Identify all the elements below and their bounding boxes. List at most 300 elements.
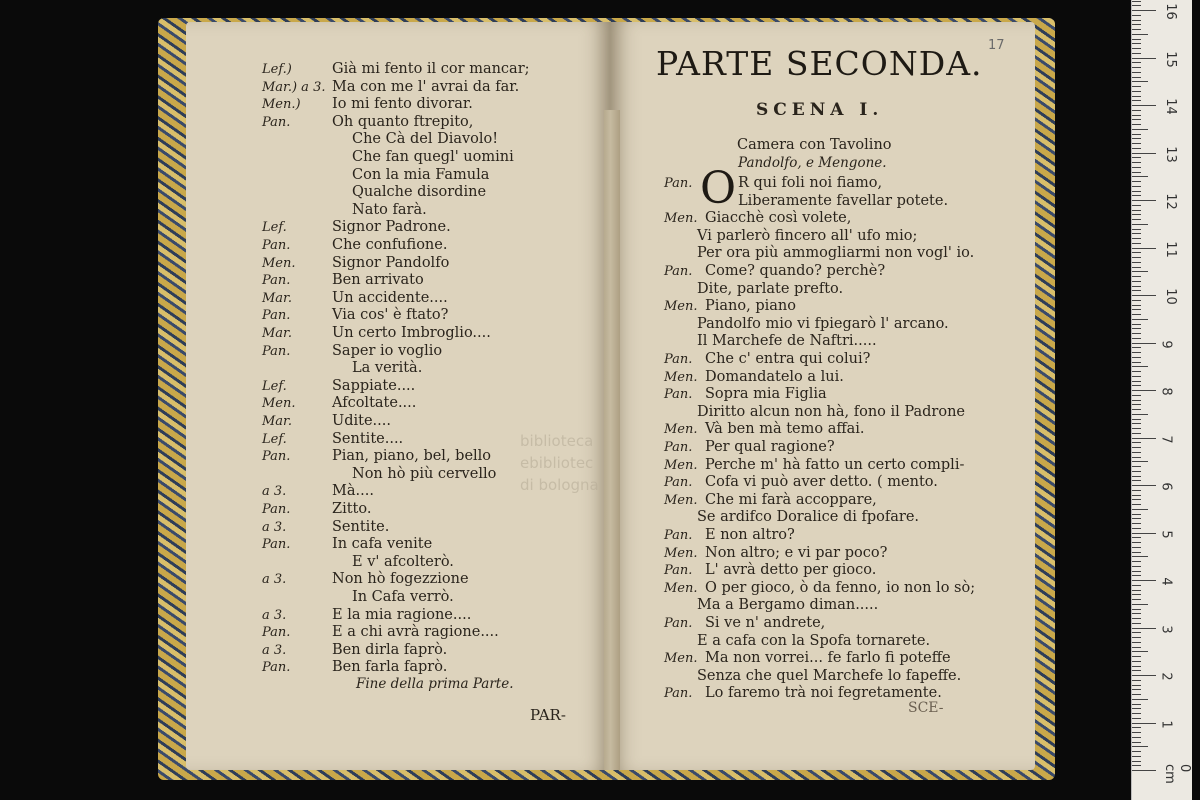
verse-line: Liberamente favellar potete.	[738, 192, 949, 209]
speaker-label: Pan.	[664, 176, 693, 191]
ruler-tick	[1132, 357, 1141, 358]
verse-line: O per gioco, ò da fenno, io non lo sò;	[705, 579, 976, 596]
verse-line: Che confufione.	[332, 237, 448, 253]
ruler-tick	[1132, 91, 1141, 92]
ruler-tick	[1132, 20, 1141, 21]
ruler-tick	[1132, 642, 1141, 643]
verse-line: E non altro?	[705, 527, 795, 543]
ruler-number: 0 cm	[1162, 764, 1192, 784]
ruler-tick	[1132, 419, 1141, 420]
verse-line: Il Marchefe de Naftri.....	[697, 333, 877, 350]
verse-line: Se ardifco Doralice di fpofare.	[697, 509, 920, 526]
speaker-label: Mar.	[262, 414, 292, 429]
speaker-label: Pan.	[664, 440, 693, 455]
ruler-tick	[1132, 385, 1141, 386]
ruler-tick	[1132, 528, 1141, 529]
verse-line: Per ora più ammogliarmi non vogl' io.	[697, 245, 975, 262]
ruler-tick	[1132, 566, 1141, 567]
ruler-tick	[1132, 480, 1141, 481]
speaker-label: Men.	[664, 545, 698, 561]
ruler-tick	[1132, 238, 1141, 239]
speaker-label: Men.	[664, 492, 698, 508]
speaker-label: Pan.	[262, 660, 291, 676]
ruler-tick	[1132, 262, 1141, 263]
ruler-tick	[1132, 352, 1141, 353]
ruler-tick	[1132, 267, 1141, 268]
verse-line: Che c' entra qui colui?	[705, 351, 871, 367]
ruler-tick	[1132, 205, 1141, 206]
ruler-tick	[1132, 742, 1141, 743]
speaker-label: Lef.)	[262, 62, 292, 77]
catchword-left: PAR-	[530, 706, 566, 724]
ruler-tick	[1132, 252, 1141, 253]
ruler-tick	[1132, 685, 1141, 686]
ruler-tick	[1132, 10, 1156, 11]
ruler-number: 13	[1162, 145, 1178, 163]
ruler-tick	[1132, 167, 1141, 168]
measuring-ruler	[1131, 0, 1192, 800]
ruler-tick	[1132, 366, 1148, 367]
verse-line: E a chi avrà ragione....	[332, 624, 499, 641]
verse-line: Sentite....	[332, 430, 404, 447]
ruler-number: 11	[1162, 240, 1178, 258]
verse-line: E la mia ragione....	[332, 606, 472, 623]
speaker-label: Pan.	[262, 273, 291, 289]
ruler-tick	[1132, 243, 1141, 244]
ruler-tick	[1132, 276, 1141, 277]
ruler-tick	[1132, 723, 1156, 724]
ruler-tick	[1132, 300, 1141, 301]
verse-line: Nato farà.	[352, 201, 427, 218]
verse-line: Già mi fento il cor mancar;	[332, 61, 530, 77]
ruler-tick	[1132, 138, 1141, 139]
ruler-tick	[1132, 15, 1141, 16]
ruler-tick	[1132, 395, 1141, 396]
ruler-tick	[1132, 58, 1156, 59]
ruler-tick	[1132, 305, 1141, 306]
ruler-tick	[1132, 324, 1141, 325]
ruler-tick	[1132, 5, 1141, 6]
ruler-tick	[1132, 746, 1148, 747]
ruler-tick	[1132, 656, 1141, 657]
ruler-tick	[1132, 309, 1141, 310]
ruler-tick	[1132, 414, 1148, 415]
verse-line: Senza che quel Marchefe lo fapeffe.	[697, 667, 962, 684]
ruler-tick	[1132, 29, 1141, 30]
speaker-label: Men.	[664, 369, 698, 385]
ruler-tick	[1132, 105, 1156, 106]
ruler-tick	[1132, 24, 1141, 25]
verse-line: Io mi fento divorar.	[332, 96, 473, 113]
ruler-tick	[1132, 200, 1156, 201]
ruler-tick	[1132, 618, 1141, 619]
speaker-label: Pan.	[664, 528, 693, 543]
catchword-right: SCE-	[908, 700, 944, 716]
ruler-tick	[1132, 428, 1141, 429]
speaker-label: Lef.	[262, 220, 287, 236]
ruler-tick	[1132, 514, 1141, 515]
verse-line: Sentite.	[332, 518, 390, 535]
ruler-tick	[1132, 186, 1141, 187]
verse-line: Non hò più cervello	[352, 465, 497, 482]
speaker-label: Pan.	[664, 616, 693, 631]
ruler-tick	[1132, 718, 1141, 719]
ruler-tick	[1132, 613, 1141, 614]
ruler-tick	[1132, 100, 1141, 101]
speaker-label: Pan.	[262, 238, 291, 253]
verse-line: Ben dirla faprò.	[332, 641, 448, 658]
ruler-tick	[1132, 447, 1141, 448]
ruler-tick	[1132, 210, 1141, 211]
speaker-label: Men.	[664, 211, 698, 227]
ruler-tick	[1132, 708, 1141, 709]
ruler-tick	[1132, 699, 1148, 700]
ruler-tick	[1132, 694, 1141, 695]
ruler-tick	[1132, 286, 1141, 287]
verse-line: Un certo Imbroglio....	[332, 325, 491, 341]
ruler-tick	[1132, 737, 1141, 738]
ruler-tick	[1132, 571, 1141, 572]
ruler-tick	[1132, 362, 1141, 363]
end-of-part-note: Fine della prima Parte.	[356, 676, 514, 692]
ruler-number: 4	[1158, 577, 1174, 586]
ruler-tick	[1132, 533, 1156, 534]
ruler-tick	[1132, 328, 1141, 329]
speaker-label: Pan.	[664, 264, 693, 279]
verse-line: Diritto alcun non hà, fono il Padrone	[697, 403, 966, 420]
verse-line: Udite....	[332, 413, 391, 429]
ruler-tick	[1132, 552, 1141, 553]
verse-line: E a cafa con la Spofa tornarete.	[697, 632, 931, 649]
speaker-label: Pan.	[262, 502, 291, 517]
book-gutter	[604, 110, 620, 770]
ruler-tick	[1132, 732, 1141, 733]
ruler-tick	[1132, 675, 1156, 676]
ruler-tick	[1132, 604, 1148, 605]
verse-line: Domandatelo a lui.	[705, 368, 844, 385]
ruler-tick	[1132, 400, 1141, 401]
ruler-tick	[1132, 67, 1141, 68]
ruler-tick	[1132, 281, 1141, 282]
verse-line: R qui foli noi fiamo,	[738, 175, 883, 191]
ruler-tick	[1132, 466, 1141, 467]
ruler-tick	[1132, 765, 1141, 766]
ruler-tick	[1132, 623, 1141, 624]
speaker-label: Men.	[262, 396, 296, 412]
verse-line: In cafa venite	[332, 536, 433, 553]
verse-line: Pandolfo mio vi fpiegarò l' arcano.	[697, 315, 949, 332]
ruler-tick	[1132, 509, 1148, 510]
speaker-label: Men.	[664, 651, 698, 667]
verse-line: Un accidente....	[332, 289, 448, 306]
ruler-tick	[1132, 86, 1141, 87]
speaker-label: Men.	[664, 580, 698, 596]
ruler-tick	[1132, 376, 1141, 377]
ruler-tick	[1132, 471, 1141, 472]
ruler-tick	[1132, 271, 1148, 272]
ruler-tick	[1132, 39, 1141, 40]
scene-heading: SCENA I.	[756, 100, 884, 120]
ruler-tick	[1132, 43, 1141, 44]
ruler-tick	[1132, 248, 1156, 249]
page-number: 17	[988, 38, 1005, 53]
ruler-tick	[1132, 518, 1141, 519]
ruler-tick	[1132, 153, 1156, 154]
speaker-label: Men.	[664, 299, 698, 315]
ruler-tick	[1132, 761, 1141, 762]
ruler-tick	[1132, 338, 1141, 339]
ruler-tick	[1132, 670, 1141, 671]
speaker-label: Mar.	[262, 290, 292, 306]
verse-line: Non hò fogezzione	[332, 571, 469, 588]
ruler-tick	[1132, 713, 1141, 714]
speaker-label: Men.	[262, 255, 296, 271]
ruler-tick	[1132, 704, 1141, 705]
verse-line: Giacchè così volete,	[705, 210, 852, 227]
ruler-tick	[1132, 423, 1141, 424]
ruler-tick	[1132, 661, 1141, 662]
ruler-tick	[1132, 594, 1141, 595]
verse-line: Perche m' hà fatto un certo compli-	[705, 456, 965, 473]
speaker-label: Pan.	[262, 537, 291, 553]
verse-line: Signor Pandolfo	[332, 254, 450, 271]
ruler-tick	[1132, 62, 1141, 63]
setting-line-2: Pandolfo, e Mengone.	[738, 155, 887, 171]
ruler-tick	[1132, 224, 1148, 225]
ruler-tick	[1132, 148, 1141, 149]
ruler-tick	[1132, 257, 1141, 258]
ruler-number: 12	[1162, 193, 1178, 210]
ruler-tick	[1132, 381, 1141, 382]
ruler-tick	[1132, 452, 1141, 453]
ruler-tick	[1132, 119, 1141, 120]
speaker-label: Mar.	[262, 326, 292, 341]
ruler-tick	[1132, 438, 1156, 439]
speaker-label: Lef.	[262, 378, 287, 394]
ruler-tick	[1132, 347, 1141, 348]
ruler-tick	[1132, 124, 1141, 125]
ruler-tick	[1132, 476, 1141, 477]
ruler-number: 6	[1158, 482, 1174, 491]
verse-line: Ben farla faprò.	[332, 659, 448, 676]
ruler-tick	[1132, 319, 1148, 320]
speaker-label: Pan.	[262, 343, 291, 359]
ruler-tick	[1132, 1, 1141, 2]
ruler-tick	[1132, 72, 1141, 73]
verse-line: Cofa vi può aver detto. ( mento.	[705, 474, 938, 491]
ruler-number: 1	[1158, 719, 1174, 729]
speaker-label: Pan.	[262, 308, 291, 324]
ruler-number: 5	[1158, 529, 1174, 539]
ruler-number: 16	[1162, 3, 1178, 20]
ruler-tick	[1132, 637, 1141, 638]
ruler-tick	[1132, 770, 1156, 771]
ruler-tick	[1132, 191, 1141, 192]
ruler-tick	[1132, 333, 1141, 334]
ruler-tick	[1132, 371, 1141, 372]
ruler-tick	[1132, 115, 1141, 116]
ruler-tick	[1132, 48, 1141, 49]
speaker-label: a 3.	[262, 642, 287, 658]
verse-line: Via cos' è ftato?	[332, 307, 449, 324]
ruler-tick	[1132, 609, 1141, 610]
ruler-tick	[1132, 77, 1141, 78]
ruler-tick	[1132, 556, 1148, 557]
ruler-tick	[1132, 157, 1141, 158]
verse-line: Afcoltate....	[332, 395, 417, 412]
ruler-tick	[1132, 647, 1141, 648]
ruler-tick	[1132, 53, 1141, 54]
ruler-tick	[1132, 590, 1141, 591]
speaker-label: Pan.	[664, 563, 693, 579]
verse-line: Mà....	[332, 483, 374, 500]
verse-line: Con la mia Famula	[352, 166, 490, 183]
ruler-tick	[1132, 195, 1141, 196]
ruler-tick	[1132, 181, 1141, 182]
ruler-tick	[1132, 295, 1156, 296]
ruler-tick	[1132, 537, 1141, 538]
setting-line-1: Camera con Tavolino	[737, 137, 892, 153]
ruler-tick	[1132, 628, 1156, 629]
verse-line: Pian, piano, bel, bello	[332, 448, 492, 465]
speaker-label: a 3.	[262, 572, 287, 588]
drop-capital: O	[700, 163, 737, 214]
speaker-label: a 3.	[262, 607, 287, 623]
speaker-label: a 3.	[262, 484, 287, 500]
ruler-tick	[1132, 409, 1141, 410]
ruler-number: 3	[1158, 624, 1174, 634]
part-title: PARTE SECONDA.	[656, 44, 983, 83]
speaker-label: Mar.) a 3.	[262, 79, 326, 95]
speaker-label: Pan.	[262, 625, 291, 641]
ruler-tick	[1132, 585, 1141, 586]
verse-line: Che mi farà accoppare,	[705, 491, 877, 508]
verse-line: La verità.	[352, 360, 423, 377]
speaker-label: Pan.	[262, 114, 291, 130]
verse-line: Vi parlerò fincero all' ufo mio;	[697, 227, 918, 244]
verse-line: Come? quando? perchè?	[705, 263, 886, 279]
ruler-tick	[1132, 176, 1148, 177]
ruler-tick	[1132, 34, 1148, 35]
ruler-tick	[1132, 547, 1141, 548]
verse-line: E v' afcolterò.	[352, 553, 454, 570]
speaker-label: Pan.	[664, 686, 693, 702]
ruler-tick	[1132, 542, 1141, 543]
ruler-number: 14	[1162, 98, 1178, 115]
ruler-tick	[1132, 229, 1141, 230]
ruler-tick	[1132, 233, 1141, 234]
ruler-tick	[1132, 172, 1141, 173]
ruler-tick	[1132, 343, 1156, 344]
verse-line: Non altro; e vi par poco?	[705, 544, 888, 561]
ruler-tick	[1132, 214, 1141, 215]
ruler-number: 9	[1158, 339, 1174, 349]
speaker-label: a 3.	[262, 519, 287, 535]
ruler-tick	[1132, 442, 1141, 443]
ruler-tick	[1132, 689, 1141, 690]
ruler-tick	[1132, 129, 1148, 130]
ruler-tick	[1132, 143, 1141, 144]
verse-line: Signor Padrone.	[332, 219, 451, 236]
ruler-tick	[1132, 599, 1141, 600]
ruler-tick	[1132, 81, 1148, 82]
ruler-number: 7	[1158, 434, 1174, 444]
ruler-tick	[1132, 457, 1141, 458]
verse-line: Ma a Bergamo diman.....	[697, 597, 879, 614]
speaker-label: Men.)	[262, 97, 301, 113]
ruler-tick	[1132, 134, 1141, 135]
ruler-tick	[1132, 756, 1141, 757]
ruler-tick	[1132, 490, 1141, 491]
speaker-label: Men.	[664, 457, 698, 473]
speaker-label: Lef.	[262, 431, 287, 447]
verse-line: Qualche disordine	[352, 184, 487, 201]
ruler-tick	[1132, 219, 1141, 220]
ruler-tick	[1132, 727, 1141, 728]
speaker-label: Pan.	[262, 449, 291, 465]
verse-line: Che fan quegl' uomini	[352, 149, 514, 165]
ruler-number: 8	[1158, 387, 1174, 396]
ruler-tick	[1132, 461, 1148, 462]
verse-line: Ma non vorrei... fe farlo fi poteffe	[705, 650, 951, 667]
verse-line: Sappiate....	[332, 377, 416, 394]
ruler-tick	[1132, 751, 1141, 752]
verse-line: L' avrà detto per gioco.	[705, 562, 877, 579]
verse-line: Lo faremo trà noi fegretamente.	[705, 685, 942, 702]
ruler-tick	[1132, 499, 1141, 500]
ruler-tick	[1132, 433, 1141, 434]
ruler-tick	[1132, 390, 1156, 391]
ruler-tick	[1132, 110, 1141, 111]
speaker-label: Men.	[664, 422, 698, 438]
verse-line: Dite, parlate prefto.	[697, 280, 844, 297]
verse-line: Oh quanto ftrepito,	[332, 113, 474, 130]
speaker-label: Pan.	[664, 352, 693, 367]
ruler-number: 15	[1162, 50, 1178, 68]
verse-line: Và ben mà temo affai.	[705, 421, 865, 438]
verse-line: Saper io voglio	[332, 342, 443, 359]
ruler-tick	[1132, 651, 1148, 652]
ruler-tick	[1132, 575, 1141, 576]
verse-line: Ma con me l' avrai da far.	[332, 78, 520, 95]
ruler-tick	[1132, 680, 1141, 681]
ruler-tick	[1132, 290, 1141, 291]
speaker-label: Pan.	[664, 475, 693, 491]
ruler-tick	[1132, 404, 1141, 405]
speaker-label: Pan.	[664, 387, 693, 403]
ruler-tick	[1132, 495, 1141, 496]
verse-line: Per qual ragione?	[705, 439, 835, 455]
ruler-tick	[1132, 666, 1141, 667]
ruler-tick	[1132, 162, 1141, 163]
ruler-number: 2	[1158, 672, 1174, 681]
verse-line: Che Cà del Diavolo!	[352, 131, 499, 148]
ruler-tick	[1132, 96, 1141, 97]
ruler-number: 10	[1162, 288, 1178, 305]
ruler-tick	[1132, 632, 1141, 633]
ruler-tick	[1132, 314, 1141, 315]
verse-line: Piano, piano	[705, 298, 796, 315]
ruler-tick	[1132, 485, 1156, 486]
verse-line: Si ve n' andrete,	[705, 615, 826, 631]
verse-line: Sopra mia Figlia	[705, 386, 827, 403]
library-watermark: biblioteca ebibliotec di bologna	[520, 432, 599, 494]
ruler-tick	[1132, 580, 1156, 581]
verse-line: Zitto.	[332, 501, 372, 517]
ruler-tick	[1132, 561, 1141, 562]
verse-line: Ben arrivato	[332, 272, 424, 289]
ruler-tick	[1132, 504, 1141, 505]
